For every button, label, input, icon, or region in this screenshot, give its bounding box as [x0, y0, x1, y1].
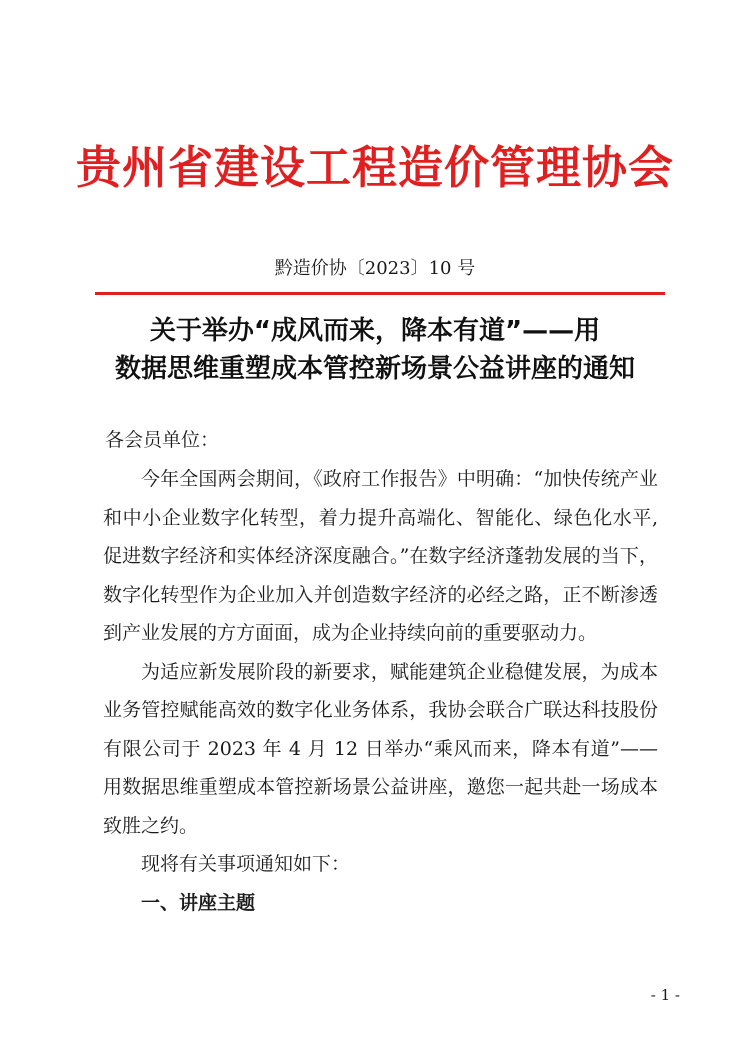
- paragraph-2: 为适应新发展阶段的新要求，赋能建筑企业稳健发展，为成本业务管控赋能高效的数字化业务体系，我协会联合广联达科技股份有限公司于 2023 年 4 月 12 日举办“乘风而来，降本有道”——用数据思维重塑成本管控新场景公益讲座，邀您一起共赴一场成本致胜之约。: [103, 660, 658, 837]
- paragraph-3: 现将有关事项通知如下：: [141, 853, 351, 875]
- paragraph-1: 今年全国两会期间，《政府工作报告》中明确：“加快传统产业和中小企业数字化转型，着力提升高端化、智能化、绿色化水平,促进数字经济和实体经济深度融合。”在数字经济蓬勃发展的当下，数字化转型作为企业加入并创造数字经济的必经之路，正不断渗透到产业发展的方方面面，成为企业持续向前的重要驱动力。: [103, 468, 658, 644]
- section-heading-1: 一、讲座主题: [141, 891, 256, 914]
- title-line-1: 关于举办“成风而来，降本有道”——用: [149, 316, 601, 346]
- page-number: - 1 -: [650, 986, 680, 1004]
- document-title: [70, 312, 680, 388]
- document-number: 黔造价协〔2023〕10 号: [274, 258, 476, 279]
- body-text: [103, 460, 658, 922]
- red-divider-line: [95, 292, 665, 295]
- organization-header: 贵州省建设工程造价管理协会: [75, 141, 674, 194]
- title-line-2: 数据思维重塑成本管控新场景公益讲座的通知: [114, 354, 635, 384]
- salutation: 各会员单位：: [105, 429, 220, 451]
